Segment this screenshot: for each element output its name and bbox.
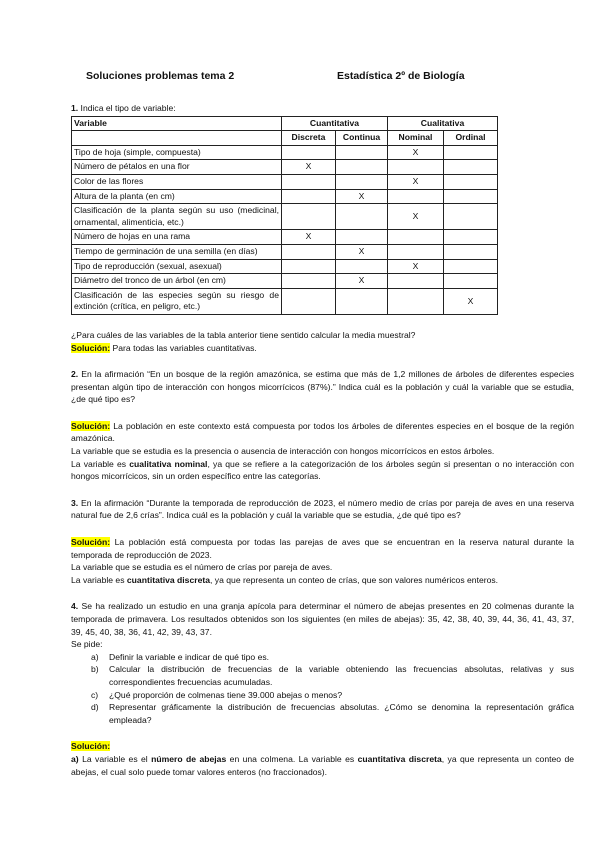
table-row [72, 174, 498, 189]
row-variable-label: Clasificación de la planta según su uso (medicinal, ornamental, alimenticia, etc.) [72, 204, 282, 230]
cell-continua [336, 259, 388, 274]
cell-ordinal: X [444, 288, 498, 314]
cell-ordinal [444, 160, 498, 175]
cell-continua [336, 145, 388, 160]
solution-label: Solución: [71, 741, 111, 752]
q2-prompt [71, 368, 574, 406]
cell-discreta [282, 189, 336, 204]
col-variable-header: Variable [72, 116, 282, 131]
row-variable-label: Número de pétalos en una flor [72, 160, 282, 175]
q2-text: En la afirmación “En un bosque de la región amazónica, se estima que más de 1,2 millones de árboles de diferentes especies presentan algún tipo de interacción con hongos micorrícicos (87%).” Indica cuál es la población y cuál la variable que se estudia, ¿de qué tipo es? [71, 369, 574, 405]
q1-text: Indica el tipo de variable: [78, 103, 176, 113]
cell-continua: X [336, 274, 388, 289]
q3-prompt [71, 497, 574, 522]
solution-text: Para todas las variables cuantitativas. [110, 342, 257, 353]
cell-ordinal [444, 259, 498, 274]
row-variable-label: Tipo de reproducción (sexual, asexual) [72, 259, 282, 274]
cell-nominal [388, 189, 444, 204]
list-item: c) ¿Qué proporción de colmenas tiene 39.000 abejas o menos? [91, 689, 343, 700]
solution-label: Solución: [71, 342, 111, 353]
col-empty-header [72, 131, 282, 146]
col-nominal-header: Nominal [388, 131, 444, 146]
q1-followup-solution [71, 342, 574, 355]
cell-continua [336, 230, 388, 245]
q4-solution-a: a) La variable es el número de abejas en una colmena. La variable es cuantitativa discreta, ya que representa un conteo de abejas, el cual solo puede tomar valores enteros (no fraccionados). [71, 753, 575, 777]
q4-subquestions [71, 651, 574, 727]
q4-solution-heading [71, 740, 574, 753]
q4-text: Se ha realizado un estudio en una granja apícola para determinar el número de abejas presentes en 20 colmenas durante la temporada de primavera. Los resultados obtenidos son los siguientes (en miles de abejas): 35, 42, 38, 40, 39, 44, 36, 41, 43, 37, 39, 45, 40, 38, 36, 41, 42, 39, 43, 37. [71, 601, 574, 637]
cell-discreta [282, 259, 336, 274]
col-discreta-header: Discreta [282, 131, 336, 146]
table-row [72, 230, 498, 245]
cell-continua [336, 204, 388, 230]
col-group-cualitativa: Cualitativa [388, 116, 498, 131]
cell-ordinal [444, 204, 498, 230]
variable-type-bold: cuantitativa discreta [126, 574, 211, 585]
cell-nominal: X [388, 174, 444, 189]
q1-number: 1. [71, 103, 79, 113]
table-subheader-row [72, 131, 498, 146]
cell-ordinal [444, 244, 498, 259]
cell-nominal [388, 160, 444, 175]
q4-se-pide: Se pide: [71, 639, 103, 650]
cell-discreta: X [282, 160, 336, 175]
header-title-right: Estadística 2º de Biología [337, 70, 465, 82]
q2-number: 2. [71, 369, 79, 380]
cell-discreta [282, 244, 336, 259]
cell-ordinal [444, 230, 498, 245]
list-item: b) Calcular la distribución de frecuencias de la variable obteniendo las frecuencias absolutas, relativas y sus correspondientes frecuencias acumuladas. [91, 664, 574, 687]
q4-number: 4. [71, 601, 79, 612]
q3-solution-line3: La variable es cuantitativa discreta, ya que representa un conteo de crías, que son valores numéricos enteros. [71, 574, 499, 585]
cell-nominal: X [388, 259, 444, 274]
table-row [72, 189, 498, 204]
q3-number: 3. [71, 497, 79, 508]
list-item: d) Representar gráficamente la distribución de frecuencias absolutas. ¿Cómo se denomina la representación gráfica empleada? [91, 702, 574, 725]
table-row [72, 259, 498, 274]
cell-discreta: X [282, 230, 336, 245]
header-title-left: Soluciones problemas tema 2 [86, 70, 235, 82]
cell-discreta [282, 204, 336, 230]
table-row [72, 204, 498, 230]
variable-type-bold: cuantitativa discreta [357, 753, 442, 764]
q2-solution-line3: La variable es cualitativa nominal, ya que se refiere a la categorización de los árboles según si presentan o no interacción con hongos micorrícicos, sin un orden específico entre las categorías. [71, 458, 574, 482]
q2-solution [71, 420, 574, 445]
cell-ordinal [444, 274, 498, 289]
col-continua-header: Continua [336, 131, 388, 146]
variable-type-table [71, 116, 498, 315]
solution-label: Solución: [71, 420, 111, 431]
q1-prompt [71, 102, 574, 115]
table-row [72, 145, 498, 160]
cell-discreta [282, 288, 336, 314]
document-body [71, 102, 574, 778]
list-item: a) Definir la variable e indicar de qué tipo es. [91, 651, 270, 662]
solution-text: La población está compuesta por todas las parejas de aves que se encuentran en la reserva natural durante la temporada de reproducción de 2023. [71, 537, 574, 560]
table-row [72, 244, 498, 259]
row-variable-label: Tipo de hoja (simple, compuesta) [72, 145, 282, 160]
q1-followup-question: ¿Para cuáles de las variables de la tabla anterior tiene sentido calcular la media muestral? [71, 329, 416, 340]
row-variable-label: Tiempo de germinación de una semilla (en días) [72, 244, 282, 259]
q3-text: En la afirmación “Durante la temporada de reproducción de 2023, el número medio de crías por pareja de aves en una reserva natural fue de 2,6 crías”. Indica cuál es la población y cuál la variable que se estudia, ¿de qué tipo es? [71, 497, 574, 521]
cell-ordinal [444, 174, 498, 189]
table-row [72, 274, 498, 289]
solution-label: Solución: [71, 537, 111, 548]
cell-continua: X [336, 244, 388, 259]
row-variable-label: Color de las flores [72, 174, 282, 189]
col-ordinal-header: Ordinal [444, 131, 498, 146]
q3-solution-line2: La variable que se estudia es el número de crías por pareja de aves. [71, 562, 333, 573]
col-group-cuantitativa: Cuantitativa [282, 116, 388, 131]
variable-name-bold: número de abejas [151, 753, 227, 764]
row-variable-label: Número de hojas en una rama [72, 230, 282, 245]
cell-nominal: X [388, 204, 444, 230]
cell-nominal [388, 244, 444, 259]
row-variable-label: Clasificación de las especies según su riesgo de extinción (crítica, en peligro, etc.) [72, 288, 282, 314]
cell-discreta [282, 274, 336, 289]
cell-discreta [282, 145, 336, 160]
solution-text: La población en este contexto está compuesta por todos los árboles de diferentes especies en el bosque de la región amazónica. [71, 420, 574, 444]
variable-type-bold: cualitativa nominal [129, 458, 208, 469]
table-row [72, 288, 498, 314]
q4-prompt [71, 600, 574, 638]
cell-continua [336, 160, 388, 175]
cell-nominal: X [388, 145, 444, 160]
cell-continua: X [336, 189, 388, 204]
q3-solution [71, 536, 574, 561]
cell-nominal [388, 274, 444, 289]
cell-continua [336, 174, 388, 189]
cell-continua [336, 288, 388, 314]
cell-discreta [282, 174, 336, 189]
cell-ordinal [444, 145, 498, 160]
q2-solution-line2: La variable que se estudia es la presencia o ausencia de interacción con hongos micorrícicos en estos árboles. [71, 446, 495, 457]
table-row [72, 160, 498, 175]
table-header-row [72, 116, 498, 131]
cell-nominal [388, 288, 444, 314]
row-variable-label: Diámetro del tronco de un árbol (en cm) [72, 274, 282, 289]
cell-nominal [388, 230, 444, 245]
row-variable-label: Altura de la planta (en cm) [72, 189, 282, 204]
cell-ordinal [444, 189, 498, 204]
